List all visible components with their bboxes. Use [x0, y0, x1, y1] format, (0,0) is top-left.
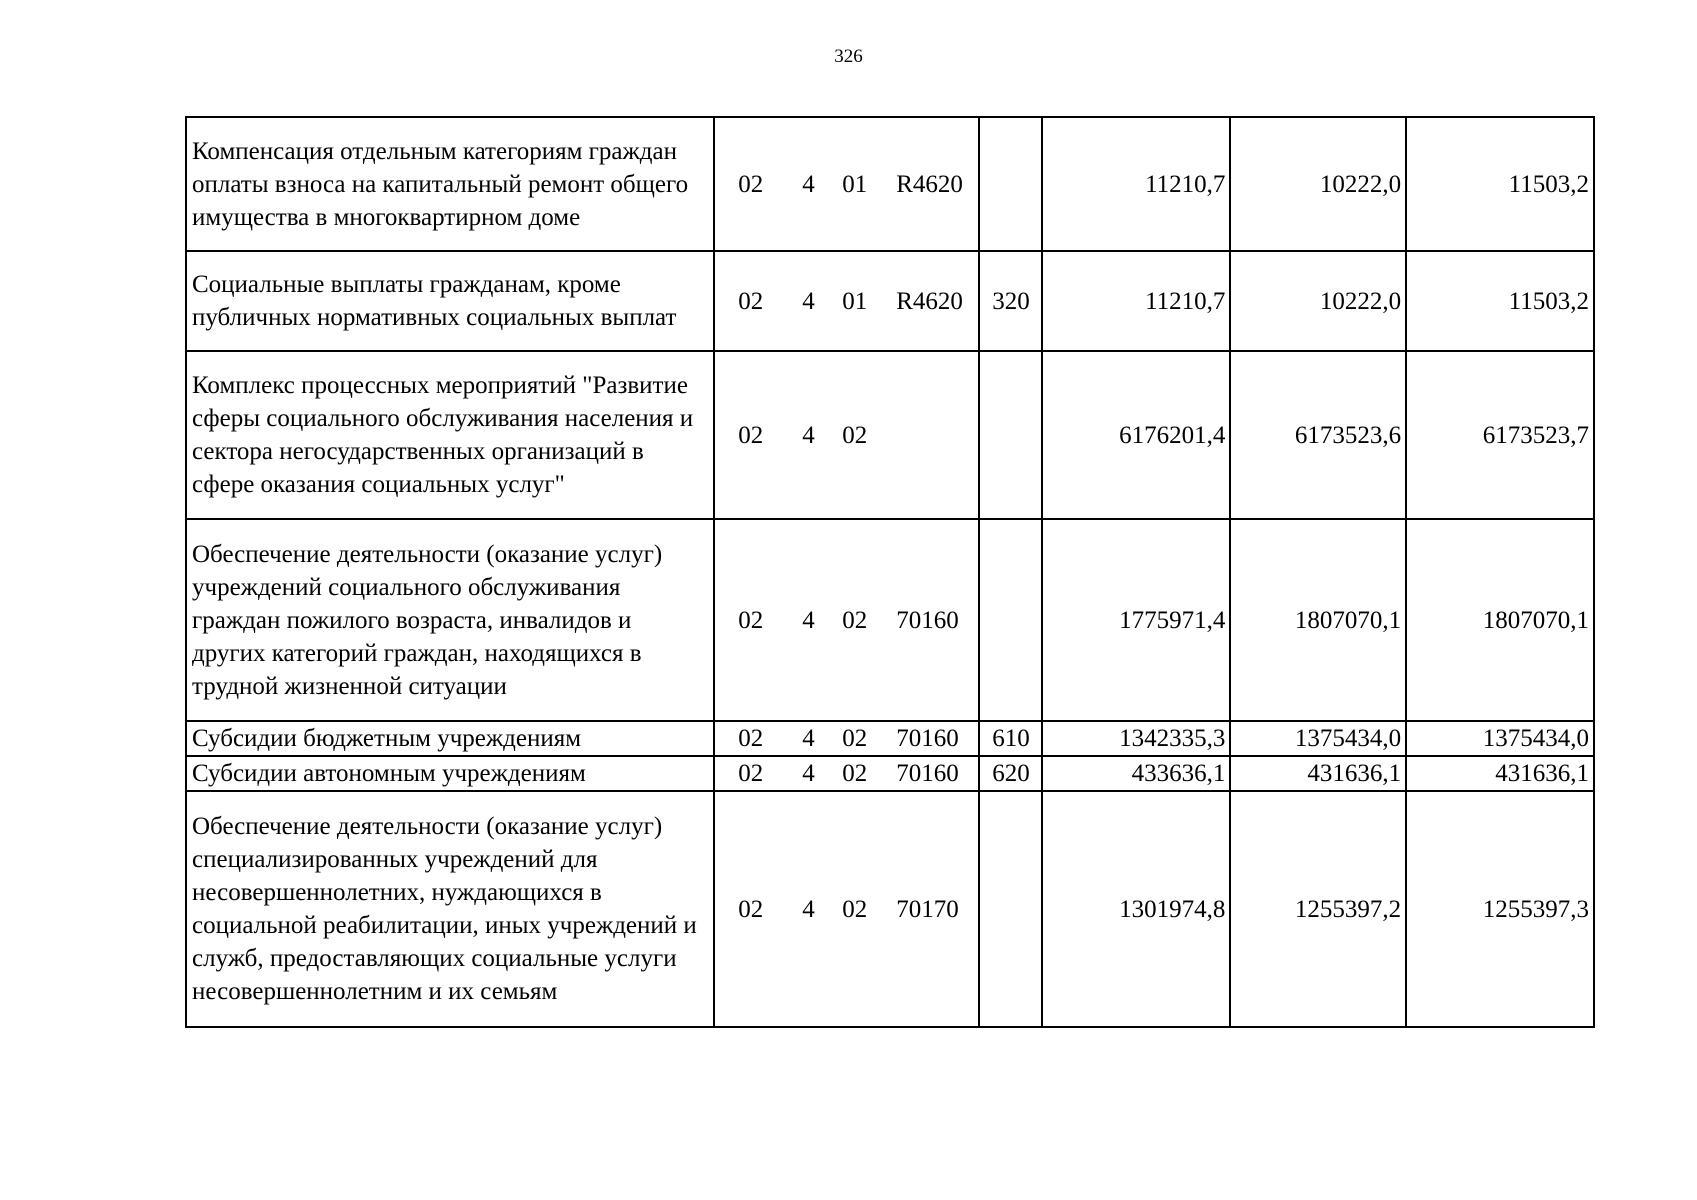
amount-year-3: 1375434,0: [1406, 721, 1594, 756]
amount-year-3: 6173523,7: [1406, 351, 1594, 519]
code-cell: [714, 721, 979, 756]
direction-code: R4620: [896, 287, 963, 315]
subprogram-code: 4: [802, 606, 815, 634]
row-name: Компенсация отдельным категориям граждан оплаты взноса на капитальный ремонт общего имущества в многоквартирном доме: [186, 117, 714, 251]
amount-year-3: 1255397,3: [1406, 791, 1594, 1027]
subprogram-code: 4: [802, 287, 815, 315]
table-row: [186, 117, 1594, 251]
amount-year-1: 433636,1: [1042, 756, 1231, 791]
amount-year-2: 10222,0: [1230, 251, 1406, 351]
amount-year-2: 1255397,2: [1230, 791, 1406, 1027]
page-number: 326: [834, 46, 863, 67]
amount-year-3: 11503,2: [1406, 251, 1594, 351]
program-code: 02: [738, 606, 764, 634]
code-cell: [714, 756, 979, 791]
expense-type-code: 320: [979, 251, 1041, 351]
code-cell: [714, 251, 979, 351]
code-cell: [714, 791, 979, 1027]
program-code: 02: [738, 725, 764, 752]
expense-type-code: [979, 117, 1041, 251]
table-row: [186, 351, 1594, 519]
table-row: [186, 721, 1594, 756]
measure-code: 01: [842, 170, 868, 198]
row-name: Субсидии автономным учреждениям: [186, 756, 714, 791]
table-row: [186, 756, 1594, 791]
amount-year-2: 1375434,0: [1230, 721, 1406, 756]
row-name: Субсидии бюджетным учреждениям: [186, 721, 714, 756]
amount-year-2: 431636,1: [1230, 756, 1406, 791]
direction-code: 70170: [896, 895, 959, 923]
code-cell: [714, 519, 979, 721]
table-row: [186, 251, 1594, 351]
budget-table: [185, 116, 1595, 1028]
amount-year-3: 431636,1: [1406, 756, 1594, 791]
program-code: 02: [738, 421, 764, 449]
code-cell: [714, 351, 979, 519]
subprogram-code: 4: [802, 421, 815, 449]
measure-code: 02: [842, 760, 868, 787]
expense-type-code: 620: [979, 756, 1041, 791]
direction-code: R4620: [896, 170, 963, 198]
measure-code: 02: [842, 421, 868, 449]
code-cell: [714, 117, 979, 251]
measure-code: 02: [842, 606, 868, 634]
amount-year-2: 1807070,1: [1230, 519, 1406, 721]
subprogram-code: 4: [802, 725, 815, 752]
amount-year-1: 11210,7: [1042, 117, 1231, 251]
amount-year-3: 11503,2: [1406, 117, 1594, 251]
program-code: 02: [738, 170, 764, 198]
expense-type-code: 610: [979, 721, 1041, 756]
program-code: 02: [738, 760, 764, 787]
amount-year-1: 1775971,4: [1042, 519, 1231, 721]
table-row: [186, 519, 1594, 721]
subprogram-code: 4: [802, 170, 815, 198]
amount-year-1: 1301974,8: [1042, 791, 1231, 1027]
program-code: 02: [738, 287, 764, 315]
expense-type-code: [979, 791, 1041, 1027]
direction-code: 70160: [896, 606, 959, 634]
expense-type-code: [979, 351, 1041, 519]
amount-year-1: 11210,7: [1042, 251, 1231, 351]
amount-year-2: 6173523,6: [1230, 351, 1406, 519]
subprogram-code: 4: [802, 895, 815, 923]
measure-code: 02: [842, 725, 868, 752]
direction-code: 70160: [896, 760, 959, 787]
amount-year-2: 10222,0: [1230, 117, 1406, 251]
amount-year-1: 1342335,3: [1042, 721, 1231, 756]
expense-type-code: [979, 519, 1041, 721]
table-row: [186, 791, 1594, 1027]
row-name: Обеспечение деятельности (оказание услуг) учреждений социального обслуживания граждан пожилого возраста, инвалидов и других категорий граждан, находящихся в трудной жизненной ситуации: [186, 519, 714, 721]
measure-code: 01: [842, 287, 868, 315]
program-code: 02: [738, 895, 764, 923]
measure-code: 02: [842, 895, 868, 923]
row-name: Социальные выплаты гражданам, кроме публичных нормативных социальных выплат: [186, 251, 714, 351]
amount-year-3: 1807070,1: [1406, 519, 1594, 721]
direction-code: 70160: [896, 725, 959, 752]
subprogram-code: 4: [802, 760, 815, 787]
row-name: Обеспечение деятельности (оказание услуг) специализированных учреждений для несовершеннолетних, нуждающихся в социальной реабилитации, иных учреждений и служб, предоставляющих социальные услуги несовершеннолетним и их семьям: [186, 791, 714, 1027]
row-name: Комплекс процессных мероприятий "Развитие сферы социального обслуживания населения и сектора негосударственных организаций в сфере оказания социальных услуг": [186, 351, 714, 519]
amount-year-1: 6176201,4: [1042, 351, 1231, 519]
